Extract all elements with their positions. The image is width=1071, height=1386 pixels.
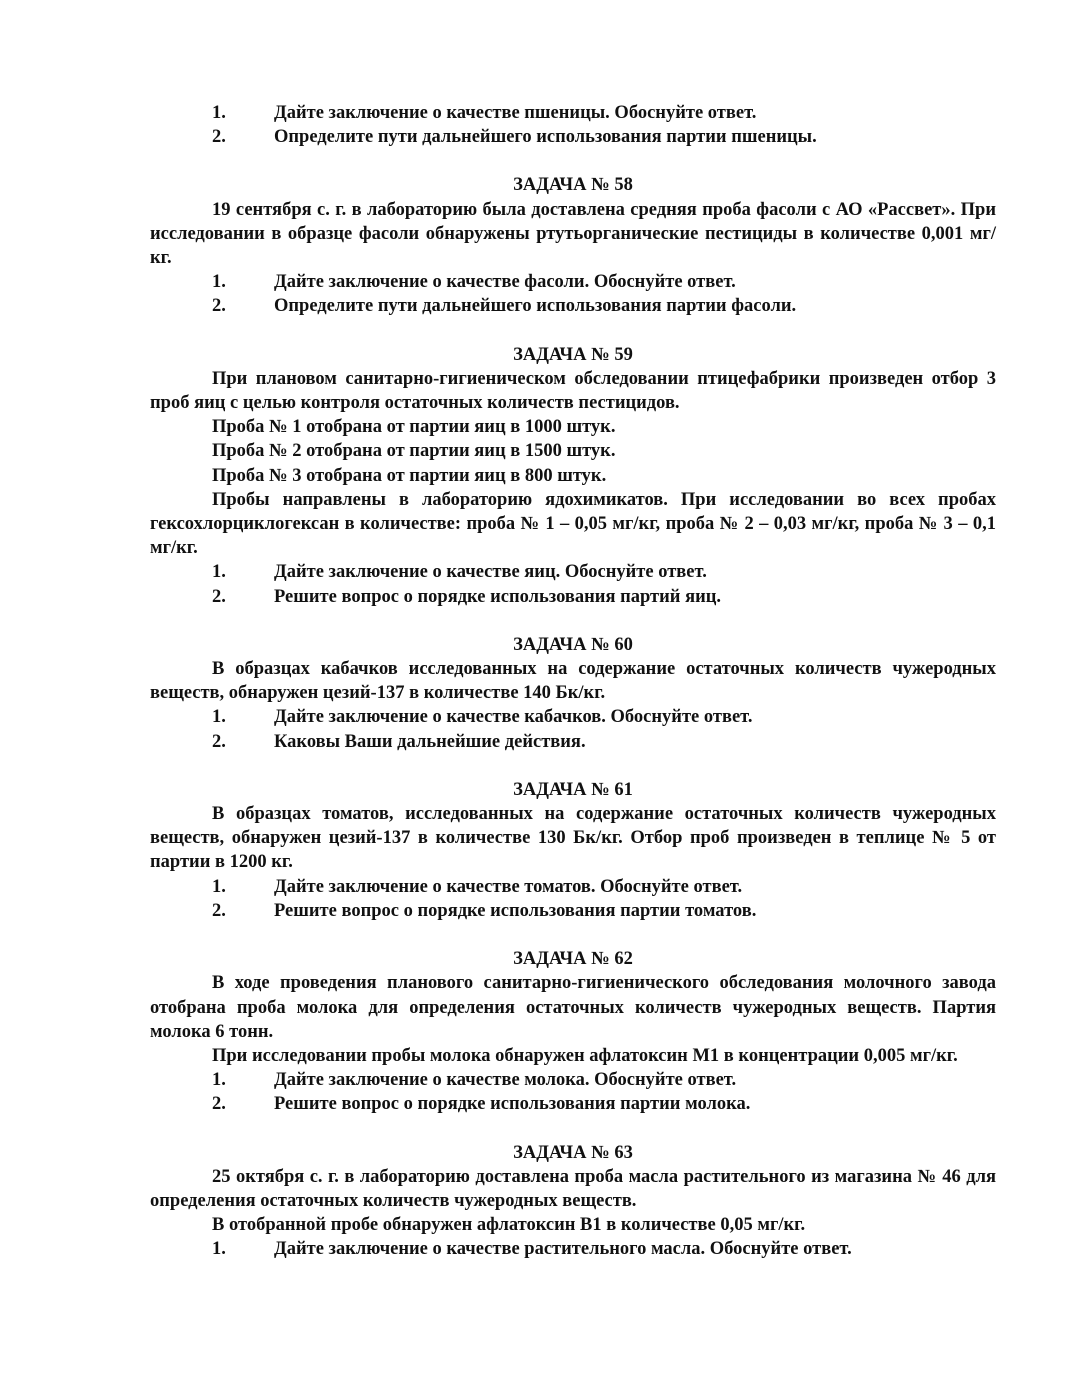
list-number: 1. — [212, 1070, 226, 1091]
list-number: 2. — [212, 900, 226, 921]
list-item — [150, 705, 996, 729]
list-number: 2. — [212, 586, 226, 607]
list-text: Дайте заключение о качестве кабачков. Обоснуйте ответ. — [274, 707, 753, 728]
list-item — [150, 101, 996, 125]
list-number: 1. — [212, 272, 226, 293]
task-paragraph: Проба № 3 отобрана от партии яиц в 800 штук. — [212, 465, 607, 486]
list-text: Дайте заключение о качестве пшеницы. Обоснуйте ответ. — [274, 103, 757, 123]
task-title: ЗАДАЧА № 63 — [513, 1142, 633, 1163]
task-paragraph: В ходе проведения планового санитарно-гигиенического обследования молочного завода отобрана проба молока для определения остаточных количеств чужеродных веществ. Партия молока 6 тонн. — [150, 973, 996, 1042]
list-item — [150, 899, 996, 923]
list-text: Дайте заключение о качестве томатов. Обоснуйте ответ. — [274, 876, 743, 897]
list-number: 1. — [212, 562, 226, 583]
task-title: ЗАДАЧА № 59 — [513, 344, 633, 365]
list-item — [150, 125, 996, 149]
list-item — [150, 270, 996, 294]
task-paragraph: Проба № 2 отобрана от партии яиц в 1500 штук. — [212, 441, 616, 462]
task-paragraph: Пробы направлены в лабораторию ядохимикатов. При исследовании во всех пробах гексохлорциклогексан в количестве: проба № 1 – 0,05 мг/кг, проба № 2 – 0,03 мг/кг, проба № 3 – 0,1 мг/кг. — [150, 489, 996, 559]
task-title: ЗАДАЧА № 58 — [513, 175, 633, 196]
intro-question-list — [150, 101, 996, 149]
task-paragraph: В образцах томатов, исследованных на содержание остаточных количеств чужеродных веществ, обнаружен цезий-137 в количестве 130 Бк/кг. Отбор проб произведен в теплице № 5 от партии в 1200 кг. — [150, 804, 996, 873]
list-item — [150, 560, 996, 584]
list-item — [150, 1068, 996, 1092]
list-number: 2. — [212, 1094, 226, 1115]
list-item — [150, 875, 996, 899]
list-item — [150, 1092, 996, 1116]
list-item — [150, 1237, 996, 1261]
list-text: Дайте заключение о качестве фасоли. Обоснуйте ответ. — [274, 272, 736, 293]
list-text: Решите вопрос о порядке использования партий яиц. — [274, 586, 722, 607]
list-number: 2. — [212, 731, 226, 752]
list-number: 1. — [212, 707, 226, 728]
list-text: Определите пути дальнейшего использования партии фасоли. — [274, 296, 797, 317]
task-paragraph: В отобранной пробе обнаружен афлатоксин В1 в количестве 0,05 мг/кг. — [212, 1215, 806, 1236]
task-title: ЗАДАЧА № 61 — [513, 779, 633, 800]
task-61 — [150, 778, 996, 923]
list-item — [150, 585, 996, 609]
task-62 — [150, 947, 996, 1116]
list-number: 1. — [212, 876, 226, 897]
task-paragraph: 19 сентября с. г. в лабораторию была доставлена средняя проба фасоли с АО «Рассвет». При исследовании в образце фасоли обнаружены ртутьорганические пестициды в количестве 0,001 мг/кг. — [150, 199, 996, 269]
list-text: Каковы Ваши дальнейшие действия. — [274, 731, 586, 752]
list-text: Решите вопрос о порядке использования партии томатов. — [274, 900, 757, 921]
list-text: Дайте заключение о качестве яиц. Обоснуйте ответ. — [274, 562, 707, 583]
list-item — [150, 730, 996, 754]
document-page — [150, 101, 996, 1262]
list-item — [150, 294, 996, 318]
task-paragraph: При плановом санитарно-гигиеническом обследовании птицефабрики произведен отбор 3 проб яиц с целью контроля остаточных количеств пестицидов. — [150, 368, 996, 414]
list-number: 1. — [212, 103, 226, 123]
task-title: ЗАДАЧА № 62 — [513, 949, 633, 970]
list-text: Решите вопрос о порядке использования партии молока. — [274, 1094, 751, 1115]
task-paragraph: При исследовании пробы молока обнаружен афлатоксин М1 в концентрации 0,005 мг/кг. — [212, 1045, 958, 1066]
task-paragraph: 25 октября с. г. в лабораторию доставлена проба масла растительного из магазина № 46 для определения остаточных количеств чужеродных веществ. — [150, 1166, 996, 1211]
task-63 — [150, 1141, 996, 1262]
task-60 — [150, 633, 996, 754]
list-number: 1. — [212, 1239, 226, 1260]
task-paragraph: Проба № 1 отобрана от партии яиц в 1000 штук. — [212, 417, 616, 438]
task-title: ЗАДАЧА № 60 — [513, 634, 633, 655]
list-number: 2. — [212, 296, 226, 317]
list-text: Определите пути дальнейшего использования партии пшеницы. — [274, 127, 817, 148]
list-text: Дайте заключение о качестве растительного масла. Обоснуйте ответ. — [274, 1239, 852, 1260]
list-number: 2. — [212, 127, 226, 148]
task-59 — [150, 343, 996, 609]
task-58 — [150, 173, 996, 318]
list-text: Дайте заключение о качестве молока. Обоснуйте ответ. — [274, 1070, 737, 1091]
task-paragraph: В образцах кабачков исследованных на содержание остаточных количеств чужеродных веществ, обнаружен цезий-137 в количестве 140 Бк/кг. — [150, 659, 996, 704]
